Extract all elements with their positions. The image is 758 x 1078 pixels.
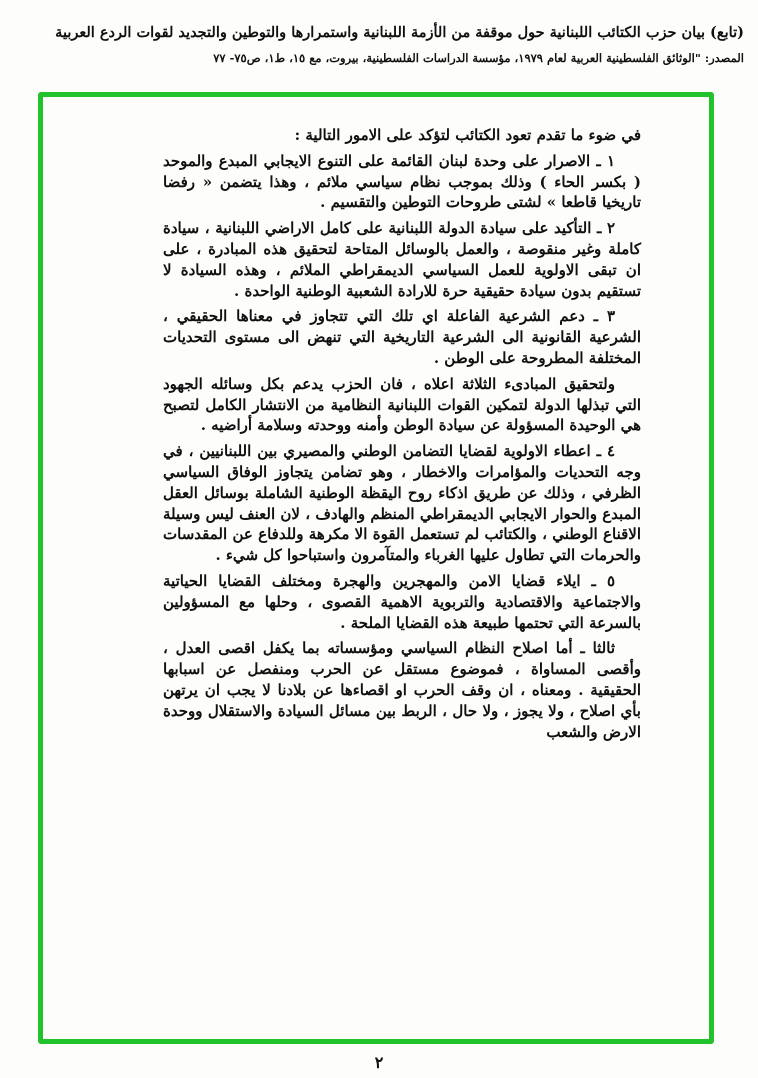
paragraph-thalithan: ثالثا ـ أما اصلاح النظام السياسي ومؤسساته بما يكفل اقصى العدل ، وأقصى المساواة ، فموضوع مستقل عن الحرب ومنفصل عن اسبابها الحقيقية . ومعناه ، ان وقف الحرب او اقصاءها عن بلادنا لا يجب ان يرتهن بأي اصلاح ، ولا يجوز ، ولا حال ، الربط بين مسائل السيادة والاستقلال ووحدة الارض والشعب (163, 639, 641, 741)
intro-paragraph: في ضوء ما تقدم تعود الكتائب لتؤكد على الامور التالية : (294, 126, 641, 144)
paragraph-item-5: ٥ ـ ايلاء قضايا الامن والمهجرين والهجرة ومختلف القضايا الحياتية والاجتماعية والاقتصادية والتربوية الاهمية القصوى ، وحلها مع المسؤولين بالسرعة التي تحتمها طبيعة هذه القضايا الملحة . (163, 571, 641, 632)
paragraph-item-3: ٣ ـ دعم الشرعية الفاعلة اي تلك التي تتجاوز في معناها الحقيقي ، الشرعية القانونية الى الشرعية التاريخية التي تنهض الى مستوى التحديات المختلفة المطروحة على الوطن . (163, 307, 641, 367)
paragraph-item-1: ١ ـ الاصرار على وحدة لبنان القائمة على التنوع الايجابي المبدع والموحد ( بكسر الحاء ) وذلك بموجب نظام سياسي ملائم ، وهذا يتضمن « رفضا تاريخيا قاطعا » لشتى طروحات التوطين والتقسيم . (163, 151, 641, 212)
paragraph-item-4: ٤ ـ اعطاء الاولوية لقضايا التضامن الوطني والمصيري بين اللبنانيين ، في وجه التحديات والمؤامرات والاخطار ، وهو تضامن يتجاوز الوفاق السياسي الظرفي ، وذلك عن طريق اذكاء روح اليقظة الوطنية الشاملة بوسائل العقل المبدع والحوار الايجابي الديمقراطي المنظم والهادف ، لان العنف ليس وسيلة الاقناع الوطني ، والكتائب لم تستعمل القوة الا مكرهة وللدفاع عن المقدسات والحرمات التي تطاول عليها الغرباء والمتآمرون واستباحوا كل شيء . (163, 442, 641, 565)
paragraph-item-2: ٢ ـ التأكيد على سيادة الدولة اللبنانية على كامل الاراضي اللبنانية ، سيادة كاملة وغير منقوصة ، والعمل بالوسائل المتاحة لتحقيق هذه المبادرة ، على ان تبقى الاولوية للعمل السياسي الديمقراطي الملائم ، وهذه السيادة لا تستقيم بدون سيادة حقيقية حرة للارادة الشعبية الوطنية الواحدة . (163, 219, 641, 300)
page-number: ٢ (374, 1053, 384, 1072)
content-frame (38, 92, 714, 1044)
document-header (14, 22, 744, 66)
paragraph-principles: ولتحقيق المبادىء الثلاثة اعلاه ، فان الحزب يدعم بكل وسائله الجهود التي تبذلها الدولة لتمكين القوات اللبنانية النظامية من الانتشار الكامل لتصبح هي الوحيدة المسؤولة عن سيادة الوطن وأمنه ووحدته وسلامة أراضيه . (163, 374, 641, 435)
document-source: المصدر: "الوثائق الفلسطينية العربية لعام ١٩٧٩، مؤسسة الدراسات الفلسطينية، بيروت، مع ١٥، ط١، ص٧٥- ٧٧ (213, 50, 744, 65)
document-title: (تابع) بيان حزب الكتائب اللبنانية حول موقفة من الأزمة اللبنانية واستمرارها والتوطين والتجديد لقوات الردع العربية (55, 24, 744, 41)
text-column (163, 125, 641, 747)
